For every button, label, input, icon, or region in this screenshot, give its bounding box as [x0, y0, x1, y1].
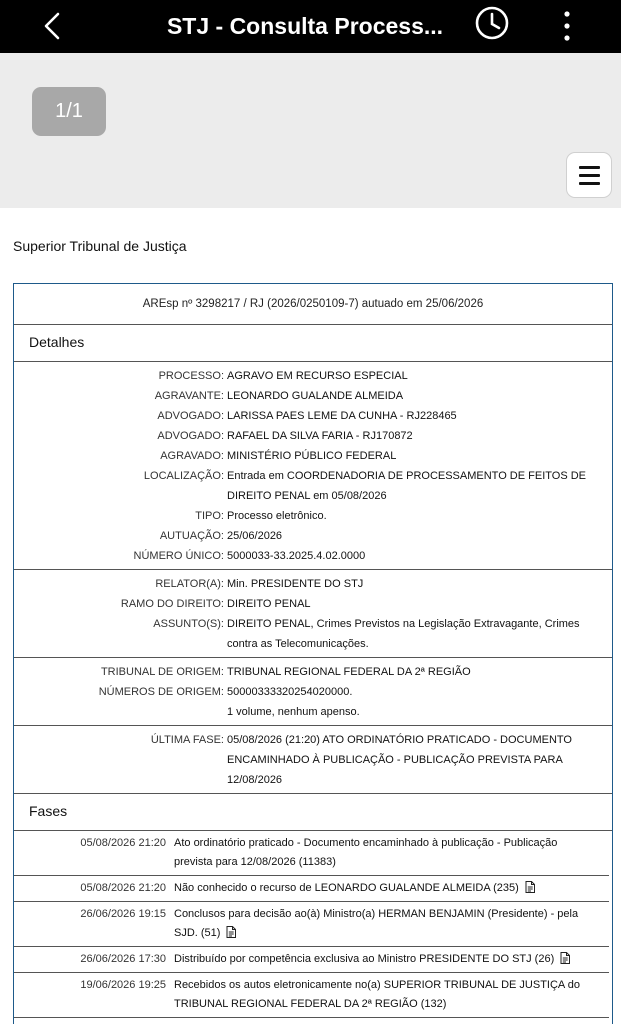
detail-value: 25/06/2026: [227, 530, 283, 542]
detail-row: [14, 446, 612, 466]
page-indicator[interactable]: 1/1: [32, 87, 106, 136]
detail-row: [14, 702, 612, 722]
phase-text: Não conhecido o recurso de LEONARDO GUALANDE ALMEIDA (235): [174, 882, 519, 894]
details-group-last-phase: [14, 726, 612, 794]
detail-row: [14, 662, 612, 682]
detail-label: AGRAVADO:: [160, 450, 224, 462]
section-title-detalhes: Detalhes: [14, 325, 612, 362]
detail-label: NÚMERO ÚNICO:: [133, 550, 224, 562]
hamburger-icon-bar: [579, 174, 600, 177]
detail-value: 1 volume, nenhum apenso.: [227, 706, 360, 718]
details-group-origin: [14, 658, 612, 726]
detail-row: [14, 682, 612, 702]
detail-row: [14, 546, 612, 566]
detail-row: [14, 366, 612, 386]
phase-text: Recebidos os autos eletronicamente no(a) SUPERIOR TRIBUNAL DE JUSTIÇA do TRIBUNAL REGIONAL FEDERAL DA 2ª REGIÃO (132): [174, 979, 580, 1010]
phase-text-container: [174, 905, 609, 943]
detail-label: NÚMEROS DE ORIGEM:: [98, 686, 224, 698]
phase-text-container: [174, 976, 609, 1014]
detail-label: ADVOGADO:: [157, 430, 224, 442]
detail-label: ÚLTIMA FASE:: [150, 734, 224, 746]
detail-row: [14, 574, 612, 594]
detail-label: ADVOGADO:: [157, 410, 224, 422]
details-group-relator: [14, 570, 612, 658]
detail-value: RAFAEL DA SILVA FARIA - RJ170872: [227, 430, 413, 442]
detail-value: LARISSA PAES LEME DA CUNHA - RJ228465: [227, 410, 457, 422]
phase-date: 26/06/2026 19:15: [80, 908, 166, 920]
phase-text-container: [174, 834, 609, 872]
detail-value: 50000333320254020000.: [227, 686, 353, 698]
detail-row: [14, 594, 612, 614]
detail-row: [14, 466, 612, 506]
detail-row: [14, 730, 612, 790]
detail-value: TRIBUNAL REGIONAL FEDERAL DA 2ª REGIÃO: [227, 666, 471, 678]
detail-row: [14, 386, 612, 406]
viewer-toolbar: [0, 53, 621, 208]
history-clock-icon[interactable]: [473, 4, 511, 42]
document-icon[interactable]: [226, 926, 236, 938]
detail-value: Min. PRESIDENTE DO STJ: [227, 578, 364, 590]
detail-label: LOCALIZAÇÃO:: [143, 470, 224, 482]
phase-date: 19/06/2026 19:25: [80, 979, 166, 991]
phase-row: [14, 902, 609, 947]
hamburger-icon-bar: [579, 182, 600, 185]
detail-value: 5000033-33.2025.4.02.0000: [227, 550, 366, 562]
back-arrow-icon[interactable]: [38, 10, 68, 42]
detail-value: AGRAVO EM RECURSO ESPECIAL: [227, 370, 408, 382]
hamburger-menu-button[interactable]: [566, 152, 612, 198]
detail-label: RAMO DO DIREITO:: [120, 598, 224, 610]
hamburger-icon: [579, 166, 600, 169]
court-name: Superior Tribunal de Justiça: [13, 238, 187, 254]
detail-label: AUTUAÇÃO:: [159, 530, 224, 542]
detail-value: 05/08/2026 (21:20) ATO ORDINATÓRIO PRATICADO - DOCUMENTO ENCAMINHADO À PUBLICAÇÃO - PUBLICAÇÃO PREVISTA PARA 12/08/2026: [227, 734, 572, 786]
document-icon[interactable]: [560, 952, 570, 964]
process-details-box: [13, 283, 613, 1024]
detail-label: AGRAVANTE:: [154, 390, 224, 402]
detail-row: [14, 506, 612, 526]
phase-date: 05/08/2026 21:20: [80, 837, 166, 849]
detail-value: LEONARDO GUALANDE ALMEIDA: [227, 390, 404, 402]
detail-row: [14, 614, 612, 654]
detail-value: DIREITO PENAL, Crimes Previstos na Legislação Extravagante, Crimes contra as Telecomunicações.: [227, 618, 580, 650]
detail-row: [14, 426, 612, 446]
phase-text-container: [174, 879, 609, 898]
detail-label: ASSUNTO(S):: [153, 618, 224, 630]
detail-label: PROCESSO:: [158, 370, 224, 382]
phase-text: Ato ordinatório praticado - Documento encaminhado à publicação - Publicação prevista para 12/08/2026 (11383): [174, 837, 558, 868]
app-title: STJ - Consulta Process...: [166, 13, 444, 39]
more-options-icon[interactable]: [555, 6, 579, 46]
detail-label: [14, 702, 227, 722]
detail-row: [14, 406, 612, 426]
process-header: AREsp nº 3298217 / RJ (2026/0250109-7) autuado em 25/06/2026: [14, 284, 612, 325]
phase-text: Distribuído por competência exclusiva ao Ministro PRESIDENTE DO STJ (26): [174, 953, 555, 965]
phases-list: [14, 831, 612, 1018]
phase-row: [14, 876, 609, 902]
detail-label: TRIBUNAL DE ORIGEM:: [100, 666, 224, 678]
phase-text: Conclusos para decisão ao(à) Ministro(a) HERMAN BENJAMIN (Presidente) - pela SJD. (51): [174, 908, 579, 939]
app-bar: [0, 0, 621, 53]
detail-value: MINISTÉRIO PÚBLICO FEDERAL: [227, 450, 397, 462]
detail-value: DIREITO PENAL: [227, 598, 311, 610]
document-icon[interactable]: [525, 881, 535, 893]
phase-date: 26/06/2026 17:30: [80, 953, 166, 965]
details-group-parties: [14, 362, 612, 570]
section-title-fases: Fases: [14, 794, 612, 831]
phase-row: [14, 831, 609, 876]
detail-label: RELATOR(A):: [155, 578, 224, 590]
phase-row: [14, 947, 609, 973]
detail-value: Entrada em COORDENADORIA DE PROCESSAMENTO DE FEITOS DE DIREITO PENAL em 05/08/2026: [227, 470, 587, 502]
phase-text-container: [174, 950, 609, 969]
detail-row: [14, 526, 612, 546]
phase-row: [14, 973, 609, 1018]
phase-date: 05/08/2026 21:20: [80, 882, 166, 894]
detail-label: TIPO:: [195, 510, 224, 522]
detail-value: Processo eletrônico.: [227, 510, 327, 522]
